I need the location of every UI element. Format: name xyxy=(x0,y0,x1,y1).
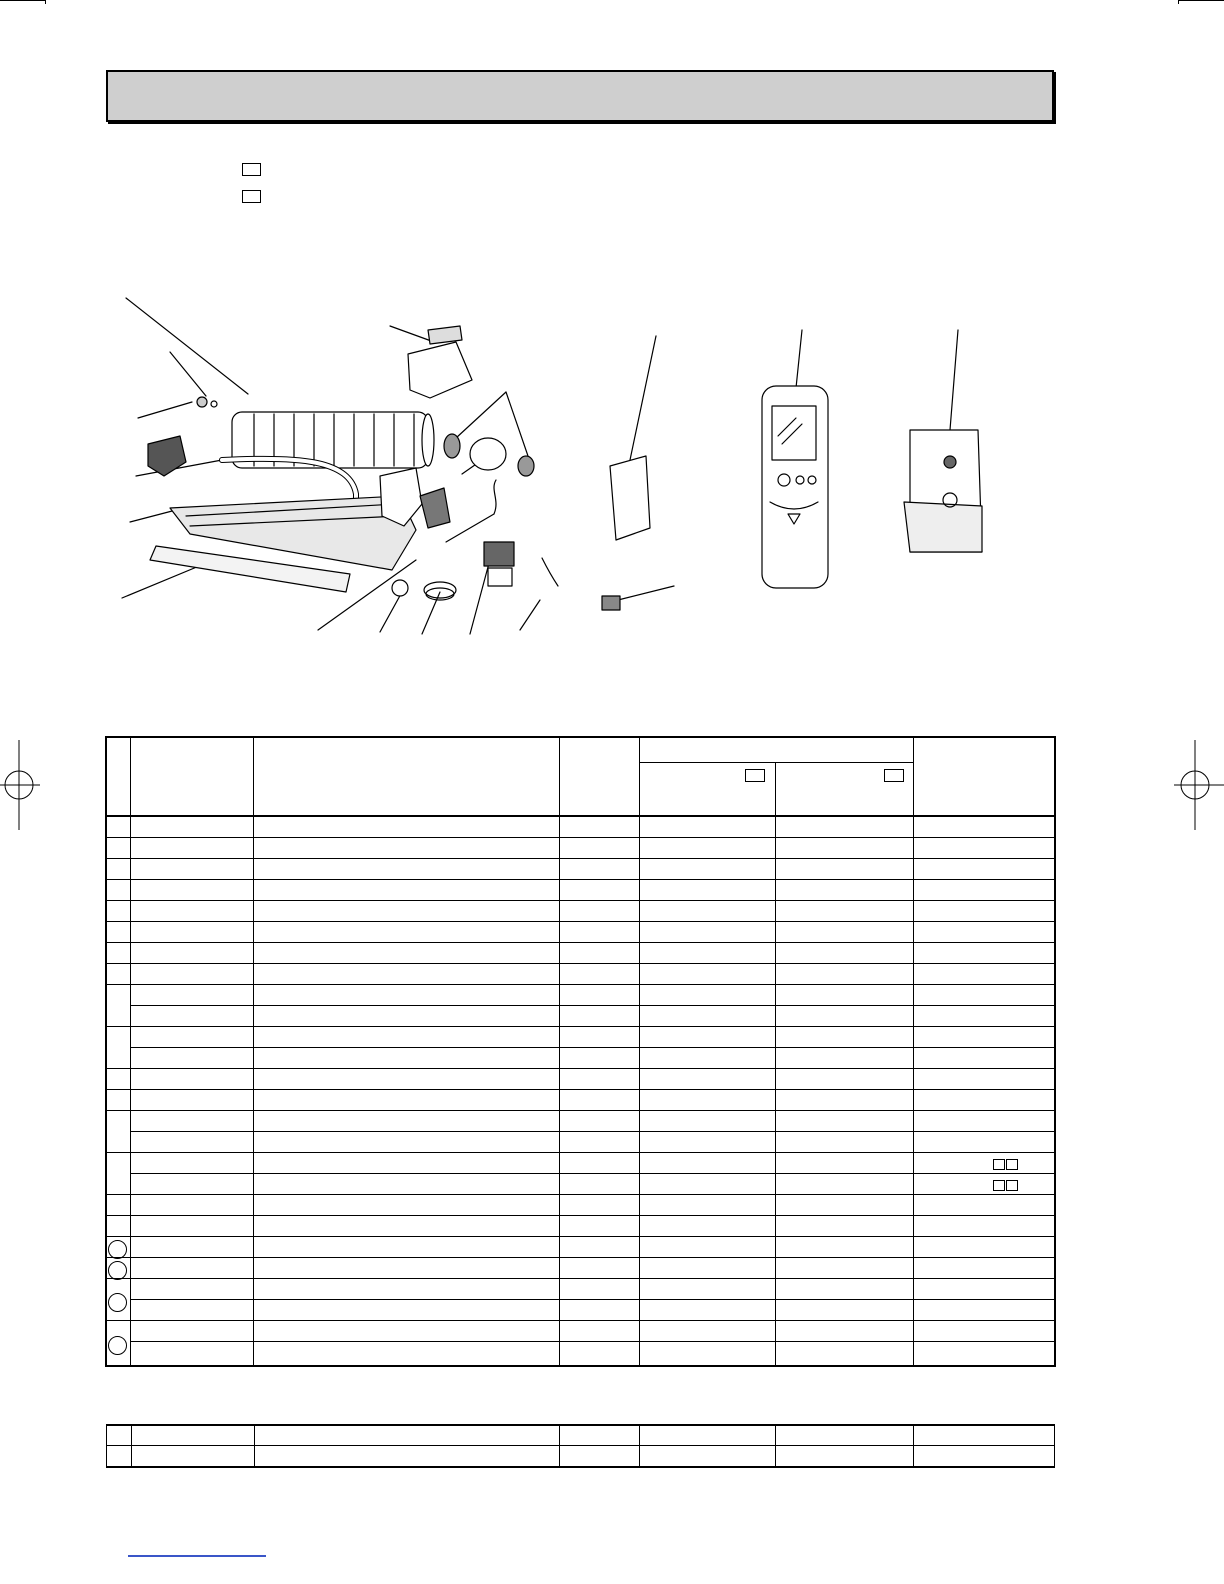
controller-box xyxy=(408,342,472,398)
motor-mount xyxy=(380,468,422,526)
crop-mark-top-center-left xyxy=(45,0,46,4)
row-line xyxy=(105,921,1055,922)
row-line xyxy=(105,1152,1055,1153)
row-line xyxy=(105,1215,1055,1216)
motor-bracket xyxy=(420,488,450,528)
leader-line xyxy=(950,330,958,430)
vane-motor xyxy=(392,580,408,596)
electrical-box-cover xyxy=(610,456,650,540)
circled-number xyxy=(108,1336,127,1355)
header-bottom-line xyxy=(105,815,1055,817)
table2-col xyxy=(913,1424,914,1467)
row-line xyxy=(131,1131,1055,1132)
wire xyxy=(542,558,558,586)
row-line xyxy=(105,984,1055,985)
row-line xyxy=(105,1257,1055,1258)
leader-line xyxy=(446,514,494,542)
table-border-right xyxy=(1054,736,1056,1367)
row-line xyxy=(131,1047,1055,1048)
side-plate xyxy=(148,436,186,476)
model-box-a xyxy=(745,769,765,782)
footer-link[interactable] xyxy=(128,1555,266,1557)
col-line xyxy=(559,736,560,1366)
registration-mark-left xyxy=(0,740,40,830)
leader-line xyxy=(618,586,674,600)
col-line xyxy=(130,736,131,1366)
table-border-left xyxy=(105,736,107,1367)
circled-number xyxy=(108,1240,127,1259)
remote-holder xyxy=(904,430,982,552)
row-line xyxy=(105,1089,1055,1090)
section-title-bar xyxy=(106,70,1054,122)
row-line xyxy=(105,1278,1055,1279)
row-line xyxy=(105,963,1055,964)
row-line xyxy=(105,1320,1055,1321)
remark-box xyxy=(993,1180,1005,1191)
leader-line xyxy=(170,352,206,396)
row-line xyxy=(131,1299,1055,1300)
leader-line xyxy=(380,592,402,632)
crop-mark-top-right xyxy=(1178,0,1224,1)
fan-motor xyxy=(444,434,534,476)
leader-line xyxy=(390,326,434,342)
table2-col xyxy=(559,1424,560,1467)
legend-box-a xyxy=(242,163,261,176)
col-line xyxy=(775,762,776,1366)
receiver xyxy=(602,596,620,610)
col-line xyxy=(913,736,914,1366)
remark-box xyxy=(1006,1180,1018,1191)
row-line xyxy=(131,1005,1055,1006)
remark-box xyxy=(993,1159,1005,1170)
table2-col xyxy=(254,1424,255,1467)
leader-line xyxy=(130,510,176,522)
table2-col xyxy=(775,1424,776,1467)
row-line xyxy=(105,1068,1055,1069)
leader-line xyxy=(126,298,248,394)
legend-box-b xyxy=(242,190,261,203)
bearing-part xyxy=(211,401,217,407)
leader-line xyxy=(520,600,540,630)
leader-line xyxy=(630,336,656,460)
thermistor xyxy=(494,480,496,514)
leader-line xyxy=(138,402,192,418)
model-box-b xyxy=(884,769,904,782)
header-subline xyxy=(639,762,914,763)
bearing-part xyxy=(197,397,207,407)
leader-line xyxy=(122,564,204,598)
row-line xyxy=(105,1026,1055,1027)
row-line xyxy=(131,1173,1055,1174)
table2-col xyxy=(131,1424,132,1467)
circled-number xyxy=(108,1261,127,1280)
circled-number xyxy=(108,1293,127,1312)
crop-mark-top-center-right xyxy=(1178,0,1179,4)
row-line xyxy=(105,879,1055,880)
table2-left xyxy=(106,1424,107,1467)
registration-mark-right xyxy=(1174,740,1224,830)
col-line xyxy=(253,736,254,1366)
table2-col xyxy=(639,1424,640,1467)
leader-line xyxy=(506,392,528,456)
remote-controller xyxy=(762,386,828,588)
row-line xyxy=(105,1110,1055,1111)
row-line xyxy=(105,900,1055,901)
exploded-parts-diagram xyxy=(110,290,990,660)
row-line xyxy=(131,1341,1055,1342)
table2-right xyxy=(1054,1424,1055,1467)
row-line xyxy=(105,1194,1055,1195)
leader-line xyxy=(796,330,802,388)
terminal-block xyxy=(484,542,514,566)
remark-box xyxy=(1006,1159,1018,1170)
col-line xyxy=(639,736,640,1366)
row-line xyxy=(105,942,1055,943)
row-line xyxy=(105,837,1055,838)
row-line xyxy=(105,858,1055,859)
crop-mark-top-left xyxy=(0,0,45,1)
leader-line xyxy=(456,392,506,438)
row-line xyxy=(105,1236,1055,1237)
